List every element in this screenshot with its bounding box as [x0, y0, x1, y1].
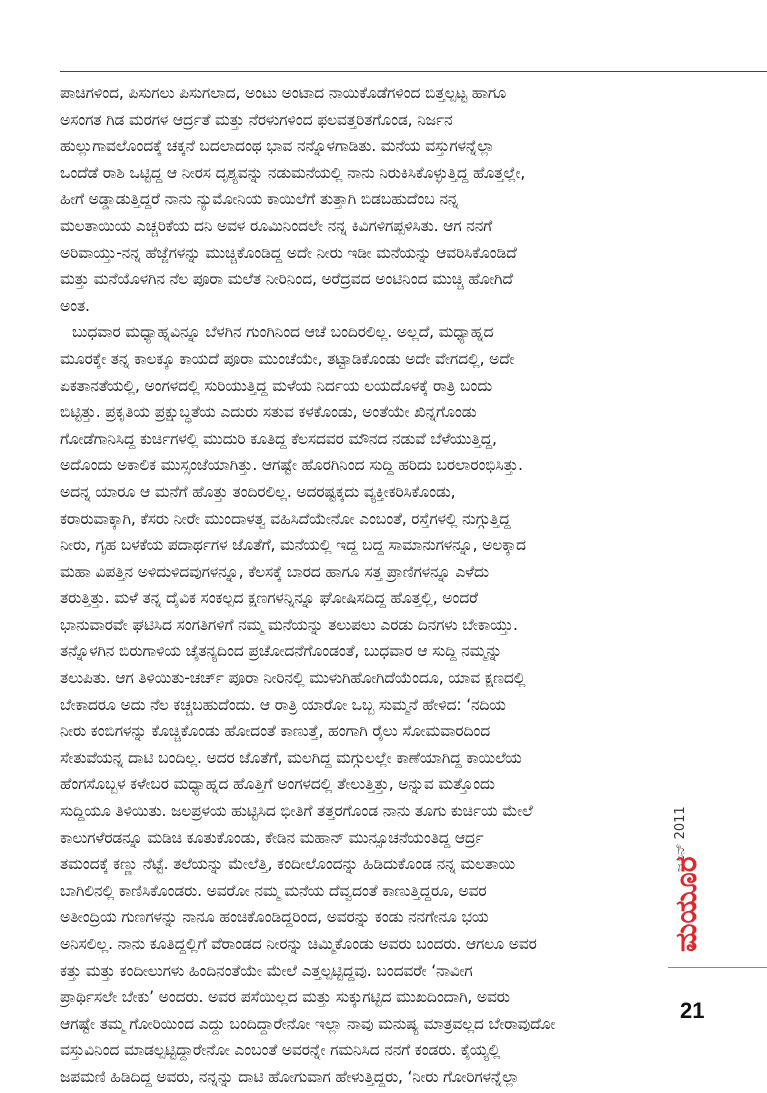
text-line: ಪಾಚಿಗಳಿಂದ, ಪಿಸುಗಲು ಪಿಸುಗಲಾದ, ಅಂಟು ಅಂಟಾದ ನಾಯಿಕೊಡೆಗಳಿಂದ ಬಿತ್ತಲ್ಪಟ್ಟ ಹಾಗೂ [60, 84, 507, 102]
text-line: ತರುತ್ತಿತ್ತು. ಮಳೆ ತನ್ನ ದೈವಿಕ ಸಂಕಲ್ಪದ ಕ್ಷಣಗಳನ್ನಿನ್ನೂ ಘೋಷಿಸದಿದ್ದ ಹೊತ್ತಲ್ಲಿ, ಅಂದರೆ [60, 589, 478, 608]
text-line: ಹುಲ್ಲುಗಾವಲೊಂದಕ್ಕೆ ಚಕ್ಕನೆ ಬದಲಾದಂಥ ಭಾವ ನನ್ನೊಳಗಾಡಿತು. ಮನೆಯ ವಸ್ತುಗಳನ್ನೆಲ್ಲಾ [60, 137, 495, 156]
text-line: ಮೂರಕ್ಕೇ ತನ್ನ ಕಾಲಕ್ಕೂ ಕಾಯದೆ ಪೂರಾ ಮುಂಚೆಯೇ, ತಟ್ಟಾಡಿಕೊಂಡು ಅದೇ ವೇಗದಲ್ಲಿ, ಅದೇ [60, 349, 515, 368]
text-line: ಅತೀಂದ್ರಿಯ ಗುಣಗಳನ್ನು ನಾನೂ ಹಂಚಿಕೊಂಡಿದ್ದರಿಂದ, ಅವರನ್ನು ಕಂಡು ನನಗೇನೂ ಭಯ [60, 908, 489, 927]
text-line: ಕಾಲುಗಳೆರಡನ್ನೂ ಮಡಿಚಿ ಕೂತುಕೊಂಡು, ಕೇಡಿನ ಮಹಾನ್ ಮುನ್ಸೂಚನೆಯಂತಿದ್ದ ಆರ್ದ್ರ [60, 828, 484, 847]
text-line: ಏಕತಾನತೆಯಲ್ಲಿ, ಅಂಗಳದಲ್ಲಿ ಸುರಿಯುತ್ತಿದ್ದ ಮಳೆಯ ನಿರ್ದಯ ಲಯದೊಳಕ್ಕೆ ರಾತ್ರಿ ಬಂದು [60, 376, 493, 395]
text-line: ಮತ್ತು ಮನೆಯೊಳಗಿನ ನೆಲ ಪೂರಾ ಮಲೆತ ನೀರಿನಿಂದ, ಅರೆದ್ರವದ ಅಂಟಿನಿಂದ ಮುಚ್ಚಿ ಹೋಗಿದೆ [60, 270, 513, 289]
text-line: ಒಂದೆಡೆ ರಾಶಿ ಒಟ್ಟಿದ್ದ ಆ ನೀರಸ ದೃಶ್ಯವನ್ನು ನಡುಮನೆಯಲ್ಲಿ ನಾನು ನಿರುಕಿಸಿಕೊಳ್ಳುತ್ತಿದ್ದ ಹೊತ್ತಲ್ಲೇ, [60, 163, 526, 182]
text-line: ಬೇಕಾದರೂ ಅದು ನೆಲ ಕಚ್ಚಬಹುದೆಂದು. ಆ ರಾತ್ರಿ ಯಾರೋ ಒಬ್ಬ ಸುಮ್ಮನೆ ಹೇಳಿದ: ‘ನದಿಯ [60, 695, 506, 714]
text-line: ವಸ್ತುವಿನಿಂದ ಮಾಡಲ್ಪಟ್ಟಿದ್ದಾರೇನೋ ಎಂಬಂತೆ ಅವರನ್ನೇ ಗಮನಿಸಿದ ನನಗೆ ಕಂಡರು. ಕೈಯ್ಯಲ್ಲಿ [60, 1041, 501, 1060]
text-line: ಅನಿಸಲಿಲ್ಲ. ನಾನು ಕೂತಿದ್ದಲ್ಲಿಗೆ ವೆರಾಂಡದ ನೀರನ್ನು ಚಿಮ್ಮಿಕೊಂಡು ಅವರು ಬಂದರು. ಆಗಲೂ ಅವರ [60, 935, 537, 953]
text-line: ಮಹಾ ವಿಪತ್ತಿನ ಅಳಿದುಳಿದವುಗಳನ್ನೂ, ಕೆಲಸಕ್ಕೆ ಬಾರದ ಹಾಗೂ ಸತ್ತ ಪ್ರಾಣಿಗಳನ್ನೂ ಎಳೆದು [60, 562, 489, 581]
text-line: ಕರಾರುವಾಕ್ಕಾಗಿ, ಕೆಸರು ನೀರೇ ಮುಂದಾಳತ್ವ ವಹಿಸಿದೆಯೇನೋ ಎಂಬಂತೆ, ರಸ್ತೆಗಳಲ್ಲಿ ನುಗ್ಗುತ್ತಿದ್ದ [60, 509, 511, 528]
text-line: ಪ್ರಾರ್ಥಿಸಲೇ ಬೇಕು’ ಅಂದರು. ಅವರ ಪಸೆಯಿಲ್ಲದ ಮತ್ತು ಸುಕ್ಕುಗಟ್ಟಿದ ಮುಖದಿಂದಾಗಿ, ಅವರು [60, 988, 510, 1007]
text-line: ನೀರು, ಗೃಹ ಬಳಕೆಯ ಪದಾರ್ಥಗಳ ಜೊತೆಗೆ, ಮನೆಯಲ್ಲಿ ಇದ್ದ ಬದ್ದ ಸಾಮಾನುಗಳನ್ನೂ, ಅಲಕ್ಕಾದ [60, 536, 526, 555]
sidebar-divider [668, 967, 767, 968]
article-body [60, 80, 664, 1091]
issue-date: ಜೂನ್ 2011 [673, 806, 688, 872]
text-line: ಬಿಟ್ಟಿತ್ತು. ಪ್ರಕೃತಿಯ ಪ್ರಕ್ಷುಬ್ಧತೆಯ ಎದುರು ಸತುವ ಕಳಕೊಂಡು, ಅಂತೆಯೇ ಖಿನ್ನಗೊಂಡು [60, 403, 477, 422]
text-line: ಅದನ್ನ ಯಾರೂ ಆ ಮನೆಗೆ ಹೊತ್ತು ತಂದಿರಲಿಲ್ಲ. ಅದರಷ್ಟಕ್ಕದು ವ್ಯಕ್ತೀಕರಿಸಿಕೊಂಡು, [60, 482, 456, 501]
text-line: ಸುದ್ದಿಯೂ ತಿಳಿಯಿತು. ಜಲಪ್ರಳಯ ಹುಟ್ಟಿಸಿದ ಭೀತಿಗೆ ತತ್ತರಗೊಂಡ ನಾನು ತೂಗು ಕುರ್ಚಿಯ ಮೇಲೆ [60, 802, 533, 821]
text-line: ಸೇತುವೆಯನ್ನ ದಾಟಿ ಬಂದಿಲ್ಲ. ಅದರ ಜೊತೆಗೆ, ಮಲಗಿದ್ದ ಮಗ್ಗುಲಲ್ಲೇ ಕಾಣೆಯಾಗಿದ್ದ ಕಾಯಿಲೆಯ [60, 748, 522, 767]
text-line: ತಮಂದಕ್ಕೆ ಕಣ್ಣು ನೆಟ್ಟೆ. ತಲೆಯನ್ನು ಮೇಲೆತ್ತಿ, ಕಂದೀಲೊಂದನ್ನು ಹಿಡಿದುಕೊಂಡ ನನ್ನ ಮಲತಾಯಿ [60, 855, 516, 874]
text-line: ಬುಧವಾರ ಮಧ್ಯಾಹ್ನವಿನ್ನೂ ಬೆಳಗಿನ ಗುಂಗಿನಿಂದ ಆಚೆ ಬಂದಿರಲಿಲ್ಲ. ಅಲ್ಲದೆ, ಮಧ್ಯಾಹ್ನದ [72, 323, 494, 342]
text-line: ಹೆಂಗಸೊಬ್ಬಳ ಕಳೇಬರ ಮಧ್ಯಾಹ್ನದ ಹೊತ್ತಿಗೆ ಅಂಗಳದಲ್ಲಿ ತೇಲುತ್ತಿತ್ತು, ಅನ್ನುವ ಮತ್ತೊಂದು [60, 775, 495, 794]
text-line: ಜಪಮಣಿ ಹಿಡಿದಿದ್ದ ಅವರು, ನನ್ನನ್ನು ದಾಟಿ ಹೋಗುವಾಗ ಹೇಳುತ್ತಿದ್ದರು, ‘ನೀರು ಗೋರಿಗಳನ್ನೆಲ್ಲಾ [60, 1067, 520, 1086]
text-line: ನೀರು ಕಂಬಿಗಳನ್ನು ಕೊಚ್ಚಿಕೊಂಡು ಹೋದಂತೆ ಕಾಣುತ್ತೆ, ಹಂಗಾಗಿ ರೈಲು ಸೋಮವಾರದಿಂದ [60, 722, 491, 741]
text-line: ತನ್ನೊಳಗಿನ ಬಿರುಗಾಳಿಯ ಚೈತನ್ಯದಿಂದ ಪ್ರಚೋದನೆಗೊಂಡಂತೆ, ಬುಧವಾರ ಆ ಸುದ್ದಿ ನಮ್ಮನ್ನು [60, 642, 502, 661]
top-rule [60, 71, 767, 72]
text-line: ಆಗಷ್ಟೇ ತಮ್ಮ ಗೋರಿಯಿಂದ ಎದ್ದು ಬಂದಿದ್ದಾರೇನೋ ಇಲ್ಲಾ ನಾವು ಮನುಷ್ಯ ಮಾತ್ರವಲ್ಲದ ಬೇರಾವುದೋ [60, 1014, 556, 1033]
page-number: 21 [680, 998, 705, 1023]
text-line: ಅಂತ. [60, 296, 90, 315]
text-line: ಬಾಗಿಲಿನಲ್ಲಿ ಕಾಣಿಸಿಕೊಂಡರು. ಅವರೋ ನಮ್ಮ ಮನೆಯ ದೆವ್ವದಂತೆ ಕಾಣುತ್ತಿದ್ದರೂ, ಅವರ [60, 881, 487, 900]
text-line: ಅರಿವಾಯ್ತು-ನನ್ನ ಹೆಜ್ಜೆಗಳನ್ನು ಮುಚ್ಚಿಕೊಂಡಿದ್ದ ಅದೇ ನೀರು ಇಡೀ ಮನೆಯನ್ನು ಆವರಿಸಿಕೊಂಡಿದೆ [60, 243, 517, 262]
text-line: ತಲುಪಿತು. ಆಗ ತಿಳಿಯಿತು-ಚರ್ಚ್ ಪೂರಾ ನೀರಿನಲ್ಲಿ ಮುಳುಗಿಹೋಗಿದೆಯೆಂದೂ, ಯಾವ ಕ್ಷಣದಲ್ಲಿ [60, 669, 526, 688]
text-line: ಗೋಡೆಗಾನಿಸಿದ್ದ ಕುರ್ಚಿಗಳಲ್ಲಿ ಮುದುರಿ ಕೂತಿದ್ದ ಕೆಲಸದವರ ಮೌನದ ನಡುವೆ ಬೆಳೆಯುತ್ತಿದ್ದ, [60, 429, 497, 448]
text-line: ಹೀಗೆ ಅಡ್ಡಾಡುತ್ತಿದ್ದರೆ ನಾನು ನ್ಯುಮೋನಿಯ ಕಾಯಿಲೆಗೆ ತುತ್ತಾಗಿ ಬಿಡಬಹುದೆಂಬ ನನ್ನ [60, 190, 459, 209]
text-line: ಭಾನುವಾರವೇ ಘಟಿಸಿದ ಸಂಗತಿಗಳಿಗೆ ನಮ್ಮ ಮನೆಯನ್ನು ತಲುಪಲು ಎರಡು ದಿನಗಳು ಬೇಕಾಯ್ತು. [60, 615, 518, 634]
text-line: ಮಲತಾಯಿಯ ಎಚ್ಚರಿಕೆಯ ದನಿ ಅವಳ ರೂಮಿನಿಂದಲೇ ನನ್ನ ಕಿವಿಗಳಿಗಪ್ಪಳಿಸಿತು. ಆಗ ನನಗೆ [60, 216, 493, 235]
magazine-logo: ಮಯೂರ [669, 856, 704, 952]
text-line: ಅದೊಂದು ಅಕಾಲಿಕ ಮುಸ್ಸಂಜೆಯಾಗಿತ್ತು. ಆಗಷ್ಟೇ ಹೊರಗಿನಿಂದ ಸುದ್ದಿ ಹರಿದು ಬರಲಾರಂಭಿಸಿತ್ತು. [60, 456, 523, 475]
text-line: ಅಸಂಗತ ಗಿಡ ಮರಗಳ ಆರ್ದ್ರತೆ ಮತ್ತು ನೆರಳುಗಳಿಂದ ಫಲವತ್ತರಿತಗೊಂಡ, ನಿರ್ಜನ [60, 110, 453, 129]
text-line: ಕತ್ತು ಮತ್ತು ಕಂದೀಲುಗಳು ಹಿಂದಿನಂತೆಯೇ ಮೇಲೆ ಎತ್ತಲ್ಪಟ್ಟಿದ್ದವು. ಬಂದವರೇ ‘ನಾವೀಗ [60, 961, 473, 980]
